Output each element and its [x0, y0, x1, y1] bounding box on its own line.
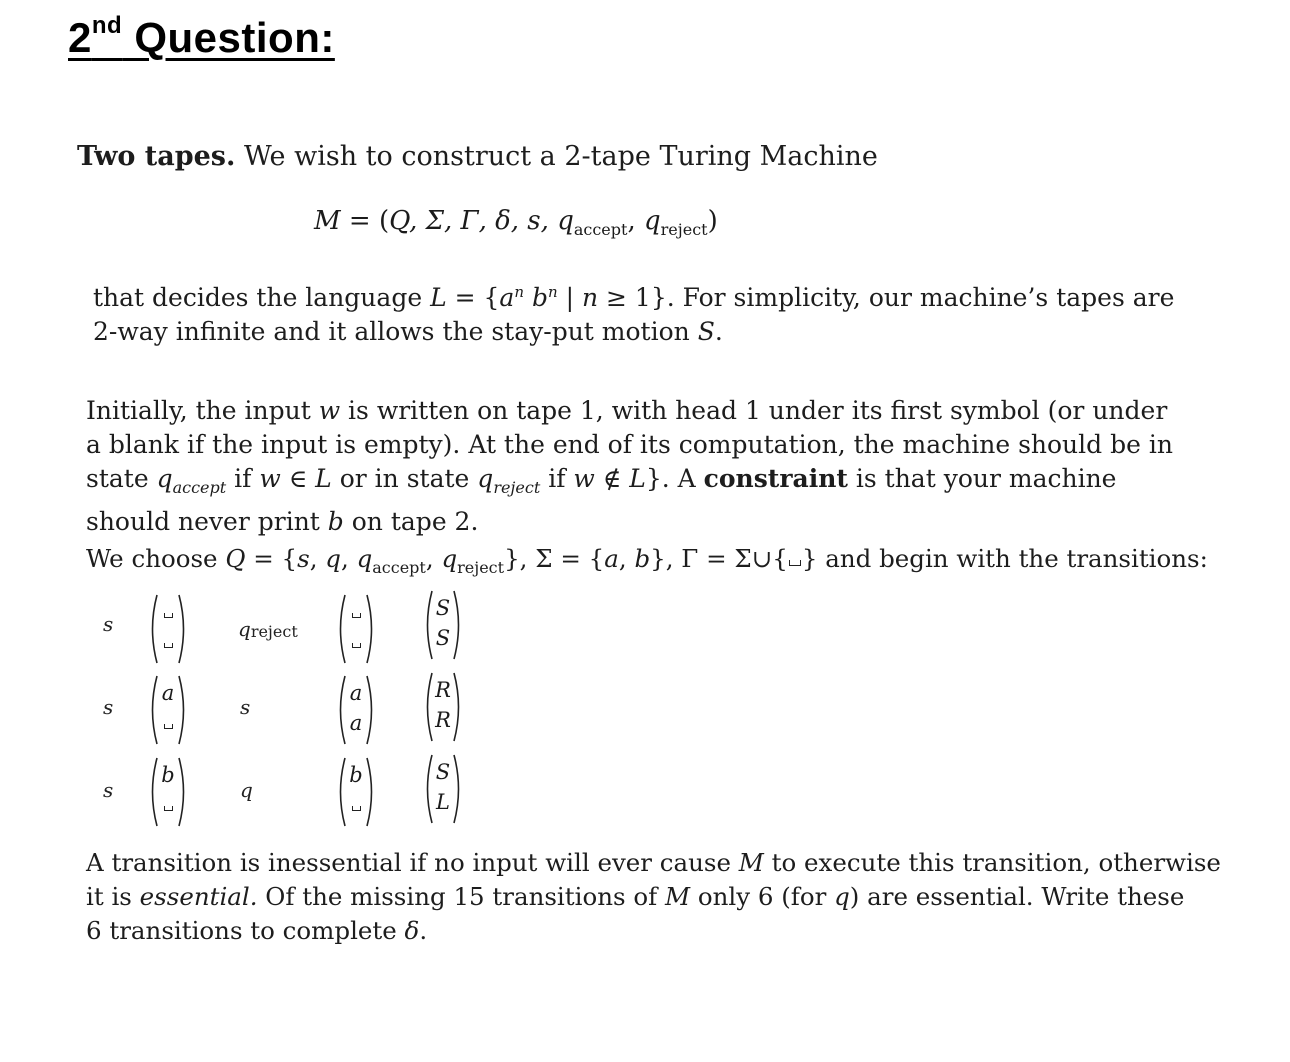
blank-symbol — [164, 724, 173, 729]
transition-from-state: s — [103, 612, 114, 636]
transition-to-state: qreject — [238, 617, 298, 641]
blank-symbol — [164, 643, 173, 648]
transition-from-state: s — [103, 695, 114, 719]
transition-move-vector: S L — [420, 752, 466, 826]
question-heading: 2nd Question: — [68, 12, 335, 61]
transition-from-state: s — [103, 778, 114, 802]
transition-to-state: q — [240, 778, 253, 802]
transition-write-vector: b — [333, 755, 379, 829]
intro-paragraph: Two tapes. We wish to construct a 2-tape Turing Machine — [77, 141, 878, 172]
transition-to-state: s — [240, 695, 251, 719]
blank-symbol — [352, 643, 361, 648]
blank-symbol — [789, 560, 801, 566]
transition-write-vector: a a — [333, 673, 379, 747]
transition-read-vector: b — [145, 755, 191, 829]
machine-tuple-equation: M = (Q, Σ, Γ, δ, s, $q_{accept}$, $q_{reject}$) — [314, 206, 718, 239]
transition-move-vector: S S — [420, 588, 466, 662]
essential-transitions-paragraph: A transition is inessential if no input will ever cause M to execute this transition, otherwise it is essential. Of the missing 15 transitions of M only 6 (for q) are essential. Write these 6 transitions to complete δ. — [86, 848, 1221, 945]
choice-paragraph: We choose Q = {s, q, $q_{accept}$, $q_{reject}$}, Σ = {a, b}, Γ = Σ∪{ } and begin with the transitions: — [86, 544, 1208, 577]
blank-symbol — [352, 613, 361, 618]
blank-symbol — [352, 806, 361, 811]
transition-read-vector — [145, 592, 191, 666]
initial-conditions-paragraph: Initially, the input w is written on tape 1, with head 1 under its first symbol (or under a blank if the input is empty). At the end of its computation, the machine should be in state $q_{accept}$ if w ∈ L or in state $q_{reject}$ if w ∉ L}. A constraint is that your machine should never print b on tape 2. — [86, 396, 1173, 536]
transition-read-vector: a — [145, 673, 191, 747]
blank-symbol — [164, 613, 173, 618]
language-paragraph: that decides the language $L = \{a^n$ $b^n$ | n ≥ 1}. For simplicity, our machine’s tapes are 2-way infinite and it allows the stay-put motion S. — [93, 283, 1175, 346]
transition-move-vector: R R — [420, 670, 466, 744]
transition-write-vector — [333, 592, 379, 666]
blank-symbol — [164, 806, 173, 811]
